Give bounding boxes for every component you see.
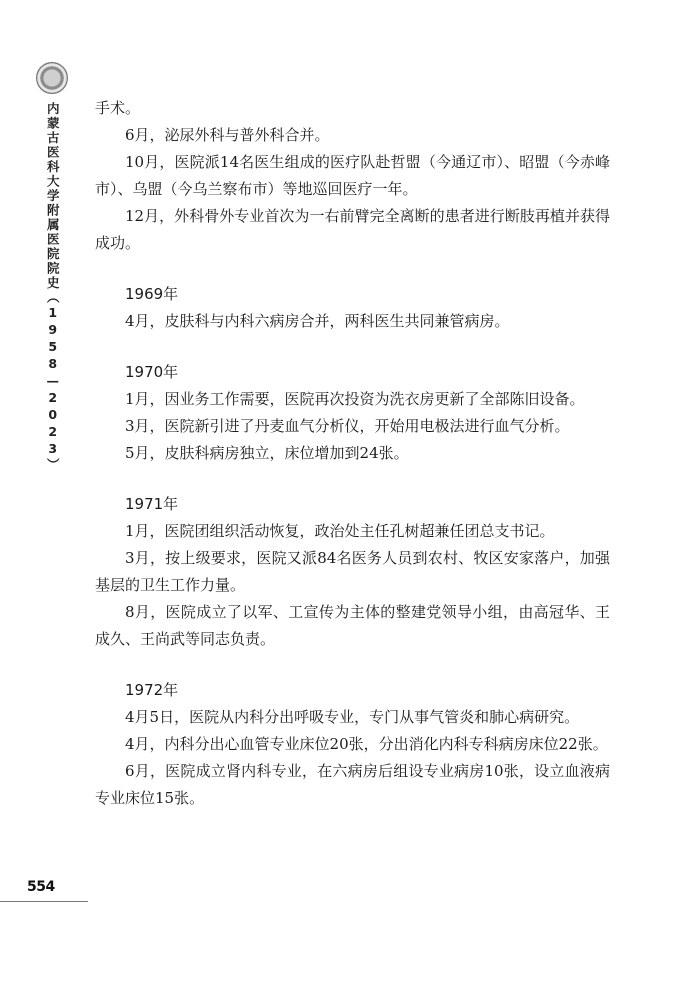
year-heading: 1971年 (125, 495, 179, 513)
year-heading: 1972年 (125, 681, 179, 699)
university-emblem-icon (36, 62, 68, 94)
chronicle-entry: 1月，医院团组织活动恢复，政治处主任孔树超兼任团总支书记。 (125, 522, 555, 540)
chronicle-entry: 4月，内科分出心血管专业床位20张，分出消化内科专科病房床位22张。 (125, 735, 608, 753)
chronicle-entry: 手术。 (95, 99, 141, 117)
page-number-footer (0, 877, 88, 902)
chronicle-entry: 6月，泌尿外科与普外科合并。 (125, 126, 330, 144)
chronicle-body (95, 95, 610, 812)
page-number: 554 (27, 879, 55, 895)
chronicle-entry: 12月，外科骨外专业首次为一右前臂完全离断的患者进行断肢再植并获得成功。 (95, 207, 610, 252)
book-title-vertical: 内蒙古医科大学附属医院院史（1958—2023） (45, 102, 61, 473)
sidebar (34, 62, 70, 473)
chronicle-entry: 6月，医院成立肾内科专业，在六病房后组设专业病房10张，设立血液病专业床位15张。 (95, 762, 610, 807)
chronicle-entry: 5月，皮肤科病房独立，床位增加到24张。 (125, 444, 409, 462)
year-heading: 1970年 (125, 363, 179, 381)
chronicle-entry: 4月5日，医院从内科分出呼吸专业，专门从事气管炎和肺心病研究。 (125, 708, 580, 726)
chronicle-entry: 3月，按上级要求，医院又派84名医务人员到农村、牧区安家落户，加强基层的卫生工作力量。 (95, 549, 610, 594)
chronicle-entry: 8月，医院成立了以军、工宣传为主体的整建党领导小组，由高冠华、王成久、王尚武等同志负责。 (95, 603, 610, 648)
year-heading: 1969年 (125, 285, 179, 303)
chronicle-entry: 1月，因业务工作需要，医院再次投资为洗衣房更新了全部陈旧设备。 (125, 390, 585, 408)
chronicle-entry: 4月，皮肤科与内科六病房合并，两科医生共同兼管病房。 (125, 312, 510, 330)
chronicle-entry: 3月，医院新引进了丹麦血气分析仪，开始用电极法进行血气分析。 (125, 417, 570, 435)
chronicle-entry: 10月，医院派14名医生组成的医疗队赴哲盟（今通辽市）、昭盟（今赤峰市）、乌盟（今乌兰察布市）等地巡回医疗一年。 (95, 153, 610, 198)
